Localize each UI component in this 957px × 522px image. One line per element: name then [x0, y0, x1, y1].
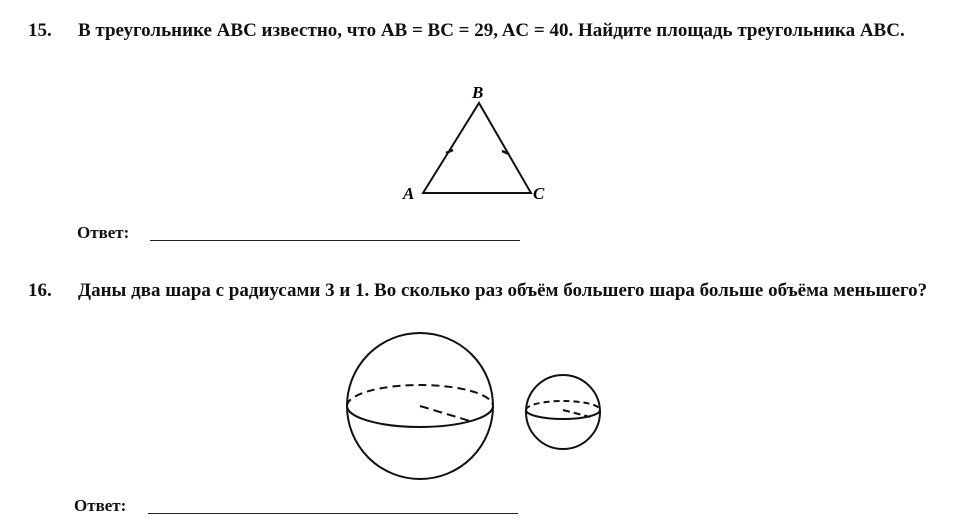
triangle-shape [423, 103, 531, 193]
answer-input-15[interactable] [150, 240, 520, 241]
small-sphere [526, 375, 600, 449]
tick-mark-bc [502, 151, 509, 154]
answer-label-16: Ответ: [74, 496, 127, 515]
answer-input-16[interactable] [148, 513, 518, 514]
vertex-label-c: C [533, 184, 545, 203]
answer-label-15: Ответ: [77, 223, 130, 242]
problem-number: 16. [28, 280, 52, 301]
large-sphere [347, 333, 493, 479]
problem-text: Даны два шара с радиусами 3 и 1. Во сколько раз объём большего шара больше объёма меньшего? [78, 280, 928, 301]
vertex-label-b: B [472, 83, 484, 102]
problem-number: 15. [28, 20, 52, 41]
tick-mark-ab [446, 150, 453, 153]
problem-text: В треугольнике ABC известно, что AB = BC = 29, AC = 40. Найдите площадь треугольника ABC. [78, 20, 905, 41]
vertex-label-a: A [403, 184, 415, 203]
